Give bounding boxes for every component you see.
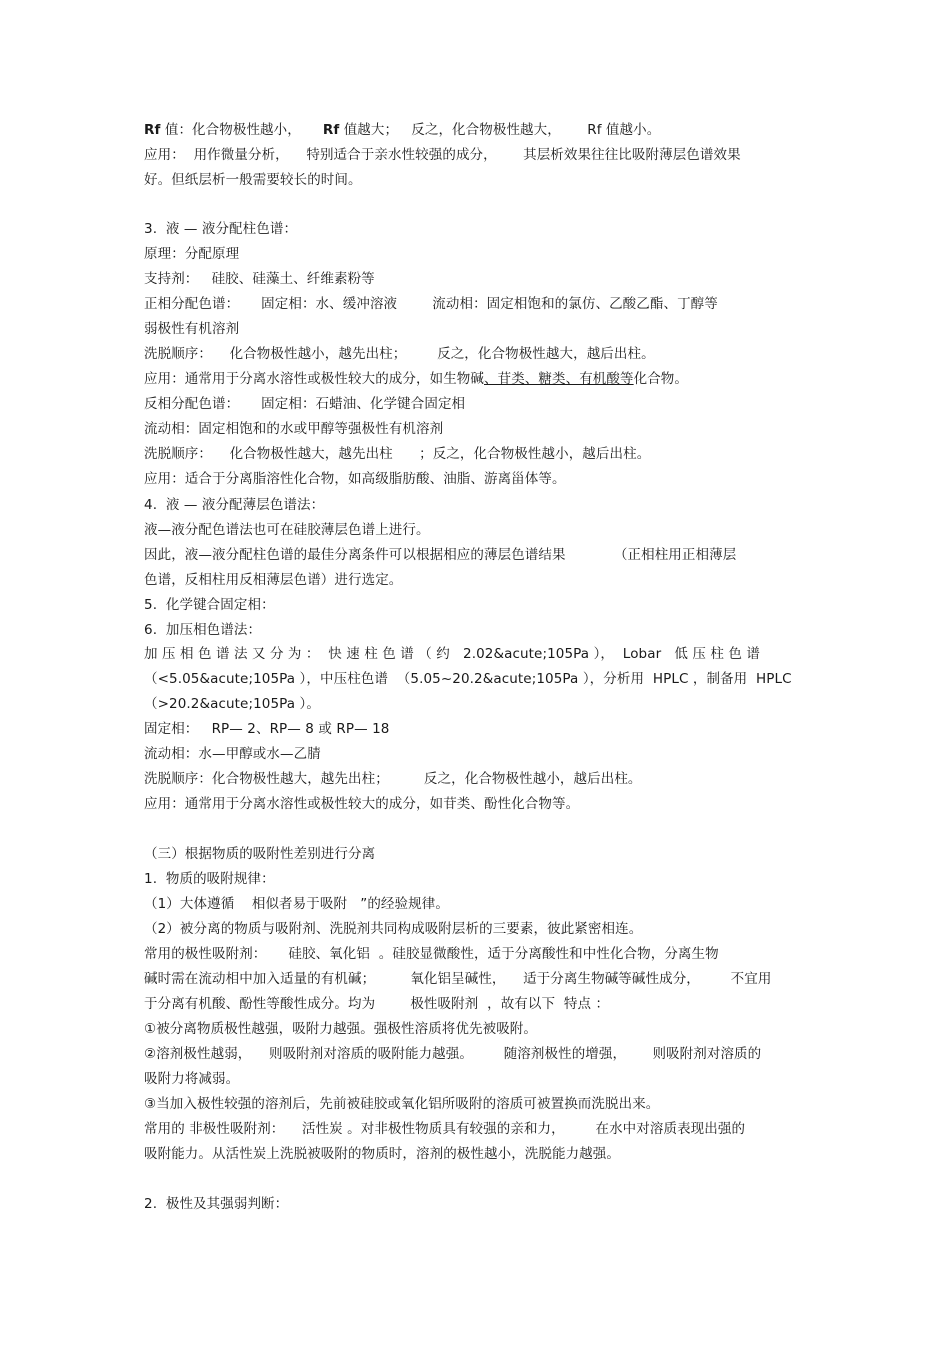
text-line: 应用： 用作微量分析， 特别适合于亲水性较强的成分， 其层析效果往往比吸附薄层色谱效果 xyxy=(144,147,741,163)
text-line: 反相分配色谱： 固定相：石蜡油、化学键合固定相 xyxy=(144,396,466,412)
text-line: 应用：适合于分离脂溶性化合物，如高级脂肪酸、油脂、游离甾体等。 xyxy=(144,471,566,487)
text-line: 于分离有机酸、酚性等酸性成分。均为 极性吸附剂 ，故有以下 特点 ： xyxy=(144,996,610,1012)
text-line: 常用的极性吸附剂： 硅胶、氧化铝 。硅胶显微酸性，适于分离酸性和中性化合物，分离生物 xyxy=(144,946,719,962)
text-line: （2）被分离的物质与吸附剂、洗脱剂共同构成吸附层析的三要素，彼此紧密相连。 xyxy=(144,921,643,937)
text-line: 色谱，反相柱用反相薄层色谱）进行选定。 xyxy=(144,572,403,588)
text-segment: 值越大； 反之，化合物极性越大， Rf 值越小。 xyxy=(339,122,661,138)
text-line: ②溶剂极性越弱， 则吸附剂对溶质的吸附能力越强。 随溶剂极性的增强， 则吸附剂对溶质的 xyxy=(144,1046,762,1062)
text-line: 碱时需在流动相中加入适量的有机碱； 氧化铝呈碱性， 适于分离生物碱等碱性成分， 不宜用 xyxy=(144,971,772,987)
text-line: 流动相：水—甲醇或水—乙腈 xyxy=(144,746,321,762)
text-line: 流动相：固定相饱和的水或甲醇等强极性有机溶剂 xyxy=(144,421,444,437)
rf-label: Rf xyxy=(144,122,161,138)
section-heading-6: 6. 加压相色谱法： xyxy=(144,622,262,638)
text-line: 应用：通常用于分离水溶性或极性较大的成分，如苷类、酚性化合物等。 xyxy=(144,796,580,812)
text-line: 吸附力将减弱。 xyxy=(144,1071,240,1087)
text-line: （<5.05&acute;105Pa ），中压柱色谱 （5.05~20.2&acute;105Pa ），分析用 HPLC ，制备用 HPLC xyxy=(144,671,792,687)
text-segment: 应用：通常用于分离水溶性或极性较大的成分，如生物碱 xyxy=(144,371,484,387)
section-heading-5: 5. 化学键合固定相： xyxy=(144,597,275,613)
text-segment: 化合物。 xyxy=(633,371,689,387)
text-line: （1）大体遵循 相似者易于吸附 ”的经验规律。 xyxy=(144,896,449,912)
rf-label: Rf xyxy=(322,122,340,138)
text-line: 1. 物质的吸附规律： xyxy=(144,871,275,887)
underlined-text: 、苷类、糖类、有机酸等 xyxy=(484,371,634,387)
section-heading-4: 4. 液 — 液分配薄层色谱法： xyxy=(144,497,325,513)
text-line: 液—液分配色谱法也可在硅胶薄层色谱上进行。 xyxy=(144,522,430,538)
text-line-rf-value xyxy=(144,121,660,139)
text-line: 原理：分配原理 xyxy=(144,246,240,262)
text-line: ③当加入极性较强的溶剂后，先前被硅胶或氧化铝所吸附的溶质可被置换而洗脱出来。 xyxy=(144,1096,660,1112)
text-line: 固定相： RP— 2、RP— 8 或 RP— 18 xyxy=(144,721,390,737)
text-line: 正相分配色谱： 固定相：水、缓冲溶液 流动相：固定相饱和的氯仿、乙酸乙酯、丁醇等 xyxy=(144,296,718,312)
text-line: 加 压 相 色 谱 法 又 分 为 ： 快 速 柱 色 谱 （ 约 2.02&acute;105Pa ）， Lobar 低 压 柱 色 谱 xyxy=(144,646,760,662)
text-line: 洗脱顺序： 化合物极性越大，越先出柱 ；反之，化合物极性越小，越后出柱。 xyxy=(144,446,651,462)
text-line: 洗脱顺序：化合物极性越大，越先出柱； 反之，化合物极性越小，越后出柱。 xyxy=(144,771,642,787)
text-line: 支持剂： 硅胶、硅藻土、纤维素粉等 xyxy=(144,271,375,287)
section-heading-polarity: 2. 极性及其强弱判断： xyxy=(144,1196,289,1212)
text-line: 常用的 非极性吸附剂： 活性炭 。对非极性物质具有较强的亲和力， 在水中对溶质表现出强的 xyxy=(144,1121,746,1137)
text-line-application xyxy=(144,370,688,388)
text-line: 因此，液—液分配柱色谱的最佳分离条件可以根据相应的薄层色谱结果 （正相柱用正相薄层 xyxy=(144,547,737,563)
text-line: 洗脱顺序： 化合物极性越小，越先出柱； 反之，化合物极性越大，越后出柱。 xyxy=(144,346,655,362)
text-line: 好。但纸层析一般需要较长的时间。 xyxy=(144,172,362,188)
section-heading-adsorption: （三）根据物质的吸附性差别进行分离 xyxy=(144,846,376,862)
text-line: 吸附能力。从活性炭上洗脱被吸附的物质时，溶剂的极性越小，洗脱能力越强。 xyxy=(144,1146,620,1162)
section-heading-3: 3. 液 — 液分配柱色谱： xyxy=(144,221,298,237)
text-segment: 值：化合物极性越小， xyxy=(160,122,323,138)
text-line: ①被分离物质极性越强，吸附力越强。强极性溶质将优先被吸附。 xyxy=(144,1021,538,1037)
text-line: （>20.2&acute;105Pa ）。 xyxy=(144,696,321,712)
text-line: 弱极性有机溶剂 xyxy=(144,321,240,337)
